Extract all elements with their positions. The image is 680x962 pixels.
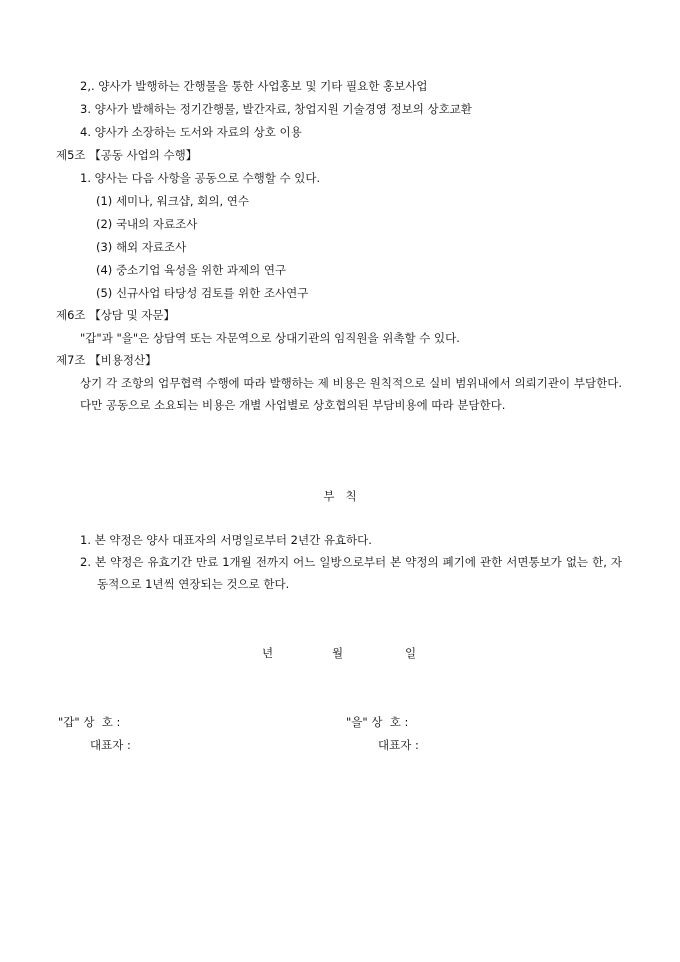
eul-representative-label: 대표자 : — [378, 738, 419, 752]
item-2-promotion: 2,. 양사가 발행하는 간행물을 통한 사업홍보 및 기타 필요한 홍보사업 — [80, 79, 428, 93]
article-6-title: 제6조 【상담 및 자문】 — [56, 308, 176, 322]
supplementary-item-1: 1. 본 약정은 양사 대표자의 서명일로부터 2년간 유효하다. — [80, 533, 372, 547]
article-6-body: "갑"과 "을"은 상담역 또는 자문역으로 상대기관의 임직원을 위촉할 수 있다. — [80, 331, 460, 345]
article-7-title: 제7조 【비용정산】 — [56, 353, 157, 367]
article-5-sub-4: (4) 중소기업 육성을 위한 과제의 연구 — [96, 263, 287, 277]
date-month: 월 — [332, 646, 344, 660]
eul-company-label: "을" 상 호 : — [346, 715, 409, 729]
gap-company-label: "갑" 상 호 : — [58, 715, 121, 729]
supplementary-item-2: 2. 본 약정은 유효기간 만료 1개월 전까지 어느 일방으로부터 본 약정의 폐기에 관한 서면통보가 없는 한, 자동적으로 1년씩 연장되는 것으로 한다. — [80, 555, 622, 591]
article-5-title: 제5조 【공동 사업의 수행】 — [56, 148, 198, 162]
gap-representative-label: 대표자 : — [90, 738, 131, 752]
article-5-sub-2: (2) 국내의 자료조사 — [96, 217, 198, 231]
article-5-sub-1: (1) 세미나, 워크샵, 회의, 연수 — [96, 194, 249, 208]
article-7-body: 상기 각 조항의 업무협력 수행에 따라 발행하는 제 비용은 원칙적으로 실비 범위내에서 의뢰기관이 부담한다. 다만 공동으로 소요되는 비용은 개별 사업별로 상호협의된 부담비용에 따라 분담한다. — [80, 376, 622, 412]
supplementary-title: 부 칙 — [323, 489, 357, 503]
article-5-item-1: 1. 양사는 다음 사항을 공동으로 수행할 수 있다. — [80, 171, 321, 185]
item-4-library: 4. 양사가 소장하는 도서와 자료의 상호 이용 — [80, 125, 302, 139]
article-5-sub-5: (5) 신규사업 타당성 검토를 위한 조사연구 — [96, 286, 309, 300]
date-day: 일 — [405, 646, 417, 660]
item-3-exchange: 3. 양사가 발해하는 정기간행물, 발간자료, 창업지원 기술경영 정보의 상호교환 — [80, 102, 472, 116]
date-year: 년 — [262, 646, 274, 660]
article-5-sub-3: (3) 해외 자료조사 — [96, 240, 187, 254]
